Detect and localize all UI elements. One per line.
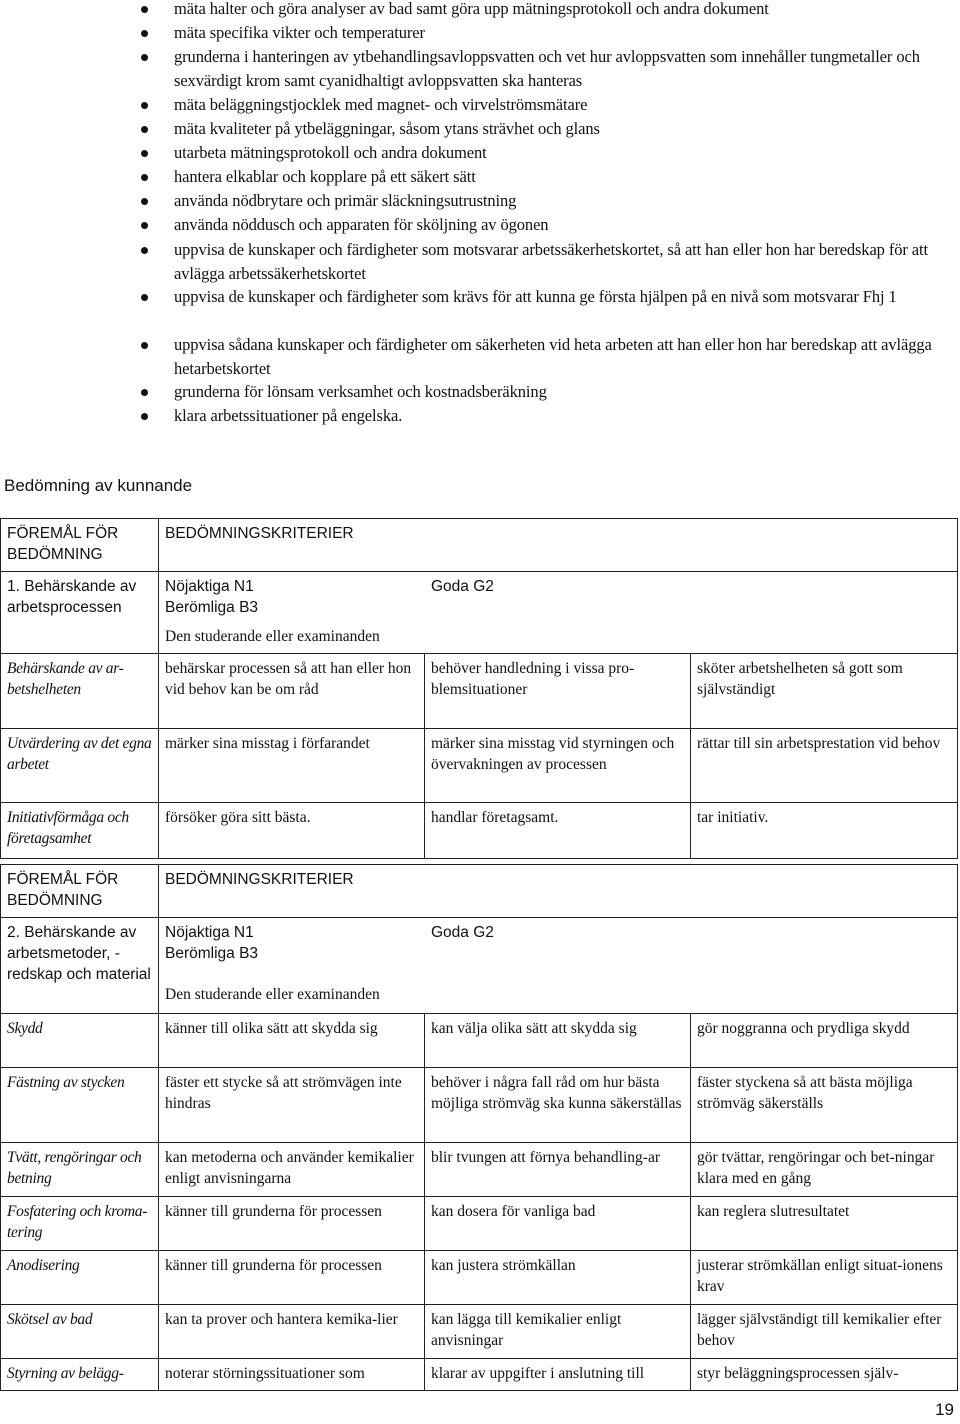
cell-n1: fäster ett stycke så att strömvägen inte hindras (159, 1068, 425, 1143)
object-title: 1. Behärskande av arbetsprocessen (1, 572, 159, 654)
bullet-item: mäta specifika vikter och temperaturer (174, 21, 958, 45)
row-label: Behärskande av ar-betshelheten (1, 654, 159, 729)
bullet-dot-icon (141, 342, 148, 349)
bullet-dot-icon (141, 102, 148, 109)
bullet-dot-icon (141, 389, 148, 396)
object-header: FÖREMÅL FÖR BEDÖMNING (1, 865, 159, 918)
table-row (1, 1143, 958, 1197)
bullet-item: uppvisa de kunskaper och färdigheter som motsvarar arbetssäkerhetskortet, så att han eller hon har beredskap för att avlägga arbetssäkerhetskortet (174, 238, 958, 286)
cell-n1: försöker göra sitt bästa. (159, 803, 425, 859)
bullet-item: använda nödbrytare och primär släckningsutrustning (174, 189, 958, 213)
bullet-dot-icon (141, 150, 148, 157)
bullet-dot-icon (141, 247, 148, 254)
cell-g2: behöver i några fall råd om hur bästa möjliga strömväg ska kunna säkerställas (425, 1068, 691, 1143)
level-n1: Nöjaktiga N1 (165, 578, 254, 595)
bullet-dot-icon (141, 126, 148, 133)
cell-g2: märker sina misstag vid styrningen och övervakningen av processen (425, 729, 691, 803)
table-row (1, 1359, 958, 1391)
table-row (1, 1014, 958, 1068)
bullet-item: utarbeta mätningsprotokoll och andra dokument (174, 141, 958, 165)
criteria-header: BEDÖMNINGSKRITERIER (159, 865, 958, 918)
level-b3: Berömliga B3 (165, 945, 259, 962)
bullet-dot-icon (141, 413, 148, 420)
bullet-item: mäta beläggningstjocklek med magnet- och virvelströmsmätare (174, 93, 958, 117)
object-header: FÖREMÅL FÖR BEDÖMNING (1, 519, 159, 572)
table-row (1, 654, 958, 729)
cell-n1: känner till grunderna för processen (159, 1251, 425, 1305)
cell-g2: behöver handledning i vissa pro-blemsituationer (425, 654, 691, 729)
object-title: 2. Behärskande av arbetsmetoder, -redskap och material (1, 918, 159, 1014)
row-label: Tvätt, rengöringar och betning (1, 1143, 159, 1197)
level-g2: Goda G2 (431, 578, 494, 595)
bullet-dot-icon (141, 174, 148, 181)
table-row (1, 1251, 958, 1305)
criteria-subtitle: Den studerande eller examinanden (165, 628, 380, 645)
row-label: Anodisering (1, 1251, 159, 1305)
row-label: Fosfatering och kroma-tering (1, 1197, 159, 1251)
bullet-item: grunderna för lönsam verksamhet och kostnadsberäkning (174, 380, 958, 404)
table-header-row (1, 519, 958, 572)
level-b3: Berömliga B3 (165, 599, 259, 616)
cell-g2: kan dosera för vanliga bad (425, 1197, 691, 1251)
bullet-dot-icon (141, 6, 148, 13)
table-row (1, 1197, 958, 1251)
cell-g2: kan justera strömkällan (425, 1251, 691, 1305)
cell-b3: justerar strömkällan enligt situat-ionens krav (691, 1251, 958, 1305)
table-row (1, 1068, 958, 1143)
levels-row (1, 918, 958, 1014)
table-row (1, 729, 958, 803)
cell-g2: blir tvungen att förnya behandling-ar (425, 1143, 691, 1197)
cell-g2: kan lägga till kemikalier enligt anvisningar (425, 1305, 691, 1359)
levels-cell (159, 572, 958, 654)
row-label: Skötsel av bad (1, 1305, 159, 1359)
row-label: Skydd (1, 1014, 159, 1068)
cell-b3: gör noggranna och prydliga skydd (691, 1014, 958, 1068)
levels-cell (159, 918, 958, 1014)
bullet-item: hantera elkablar och kopplare på ett säkert sätt (174, 165, 958, 189)
cell-g2: handlar företagsamt. (425, 803, 691, 859)
page-number: 19 (935, 1400, 954, 1419)
cell-b3: styr beläggningsprocessen själv- (691, 1359, 958, 1391)
cell-n1: kan ta prover och hantera kemika-lier (159, 1305, 425, 1359)
bullet-item: använda nöddusch och apparaten för sköljning av ögonen (174, 213, 958, 237)
row-label: Utvärdering av det egna arbetet (1, 729, 159, 803)
cell-n1: känner till grunderna för processen (159, 1197, 425, 1251)
table-header-row (1, 865, 958, 918)
bullet-dot-icon (141, 30, 148, 37)
bullet-item: mäta kvaliteter på ytbeläggningar, såsom ytans strävhet och glans (174, 117, 958, 141)
levels-row (1, 572, 958, 654)
cell-g2: kan välja olika sätt att skydda sig (425, 1014, 691, 1068)
bullet-dot-icon (141, 54, 148, 61)
assessment-table-2 (0, 864, 958, 1391)
cell-n1: märker sina misstag i förfarandet (159, 729, 425, 803)
row-label: Styrning av belägg- (1, 1359, 159, 1391)
table-row (1, 803, 958, 859)
cell-b3: fäster styckena så att bästa möjliga strömväg säkerställs (691, 1068, 958, 1143)
bullet-item: uppvisa sådana kunskaper och färdigheter om säkerheten vid heta arbeten att han eller hon har beredskap att avlägga hetarbetskortet (174, 333, 958, 381)
bullet-dot-icon (141, 198, 148, 205)
cell-b3: gör tvättar, rengöringar och bet-ningar klara med en gång (691, 1143, 958, 1197)
cell-b3: rättar till sin arbetsprestation vid behov (691, 729, 958, 803)
bullet-item: mäta halter och göra analyser av bad samt göra upp mätningsprotokoll och andra dokument (174, 0, 958, 21)
bullet-item: uppvisa de kunskaper och färdigheter som krävs för att kunna ge första hjälpen på en nivå som motsvarar Fhj 1 (174, 285, 958, 309)
bullet-item: klara arbetssituationer på engelska. (174, 404, 958, 428)
level-g2: Goda G2 (431, 924, 494, 941)
cell-b3: sköter arbetshelheten så gott som självständigt (691, 654, 958, 729)
cell-n1: känner till olika sätt att skydda sig (159, 1014, 425, 1068)
row-label: Fästning av stycken (1, 1068, 159, 1143)
criteria-header: BEDÖMNINGSKRITERIER (159, 519, 958, 572)
criteria-subtitle: Den studerande eller examinanden (165, 986, 380, 1003)
cell-g2: klarar av uppgifter i anslutning till (425, 1359, 691, 1391)
cell-n1: kan metoderna och använder kemikalier enligt anvisningarna (159, 1143, 425, 1197)
bullet-dot-icon (141, 294, 148, 301)
section-heading: Bedömning av kunnande (4, 476, 193, 495)
bullet-item: grunderna i hanteringen av ytbehandlingsavloppsvatten och vet hur avloppsvatten som innehåller tungmetaller och sexvärdigt krom samt cyanidhaltigt avloppsvatten ska hanteras (174, 45, 958, 93)
cell-n1: noterar störningssituationer som (159, 1359, 425, 1391)
cell-b3: lägger självständigt till kemikalier efter behov (691, 1305, 958, 1359)
bullet-dot-icon (141, 222, 148, 229)
cell-n1: behärskar processen så att han eller hon vid behov kan be om råd (159, 654, 425, 729)
table-row (1, 1305, 958, 1359)
level-n1: Nöjaktiga N1 (165, 924, 254, 941)
row-label: Initiativförmåga och företagsamhet (1, 803, 159, 859)
cell-b3: kan reglera slutresultatet (691, 1197, 958, 1251)
cell-b3: tar initiativ. (691, 803, 958, 859)
assessment-table-1 (0, 518, 958, 859)
